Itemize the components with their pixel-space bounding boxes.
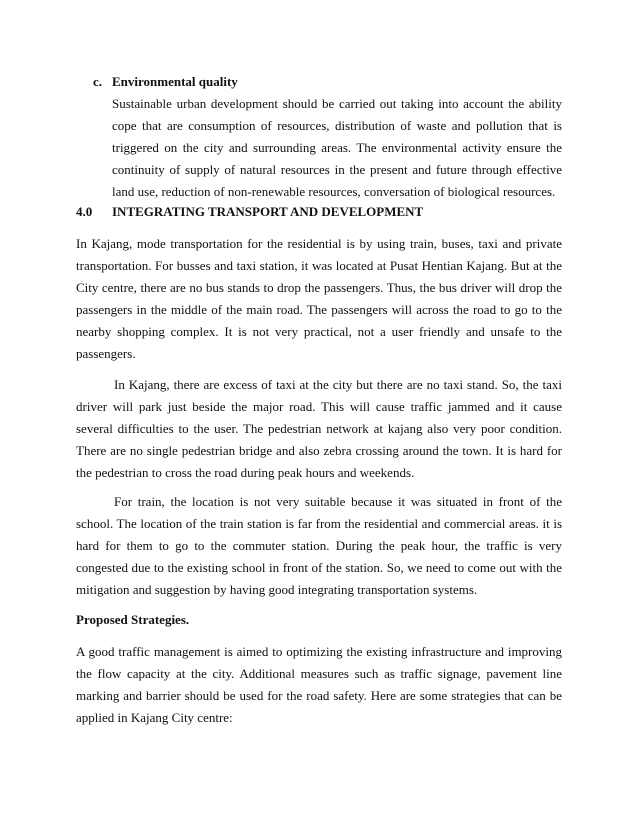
subsection-body: Sustainable urban development should be carried out taking into account the ability cope that are consumption of resources, distribution of waste and pollution that is triggered on the city and surrounding areas. The environmental activity ensure the continuity of supply of natural resources in the present and future through effective land use, reduction of non-renewable resources, conversation of biological resources.	[112, 96, 562, 199]
paragraph-1: In Kajang, mode transportation for the residential is by using train, buses, taxi and private transportation. For busses and taxi station, it was located at Pusat Hentian Kajang. But at the City centre, there are no bus stands to drop the passengers. Thus, the bus driver will drop the passengers in the middle of the main road. The passengers will across the road to go to the nearby shopping complex. It is not very practical, not a user friendly and unsafe to the passengers.	[76, 236, 562, 361]
strategies-heading: Proposed Strategies.	[76, 612, 190, 627]
paragraph-2: In Kajang, there are excess of taxi at the city but there are no taxi stand. So, the taxi driver will park just beside the major road. This will cause traffic jammed and it cause several difficulties to the user. The pedestrian network at kajang also very poor condition. There are no single pedestrian bridge and also zebra crossing around the town. It is hard for the pedestrian to cross the road during peak hours and weekends.	[76, 377, 562, 480]
paragraph-3: For train, the location is not very suitable because it was situated in front of the school. The location of the train station is far from the residential and commercial areas. it is hard for them to go to the commuter station. During the peak hour, the traffic is very congested due to the existing school in front of the station. So, we need to come out with the mitigation and suggestion by having good integrating transportation systems.	[76, 494, 562, 597]
section-title: INTEGRATING TRANSPORT AND DEVELOPMENT	[112, 204, 424, 219]
subsection-label: c.	[93, 74, 103, 89]
section-number: 4.0	[76, 204, 93, 219]
strategies-body: A good traffic management is aimed to optimizing the existing infrastructure and improving the flow capacity at the city. Additional measures such as traffic signage, pavement line marking and barrier should be used for the road safety. Here are some strategies that can be applied in Kajang City centre:	[76, 644, 562, 725]
subsection-title: Environmental quality	[112, 74, 238, 89]
